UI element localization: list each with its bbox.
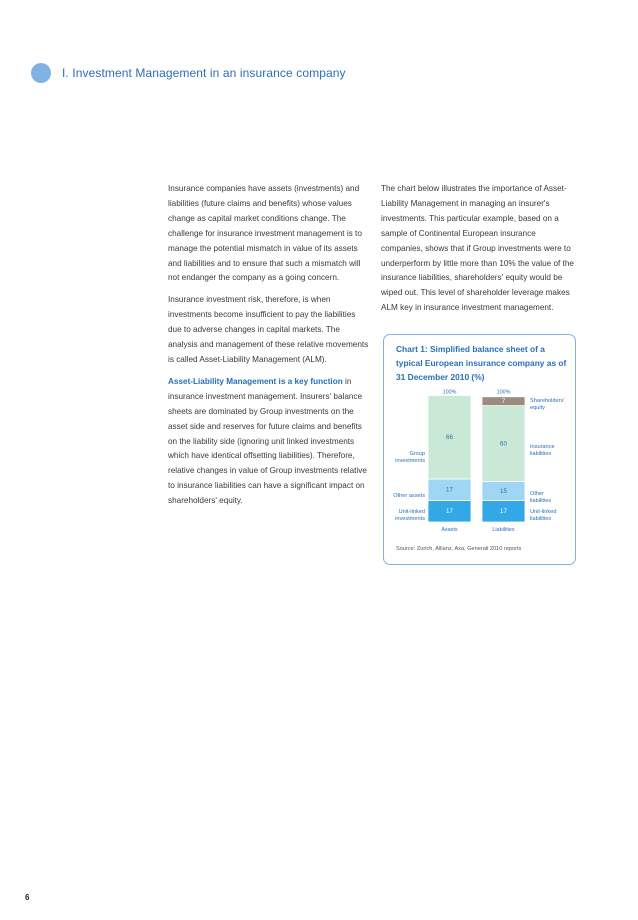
chart-title: Chart 1: Simplified balance sheet of a typical European insurance company as of 31 December 2010 (%) <box>396 344 567 382</box>
total-label: 100% <box>496 389 511 396</box>
left-label: investments <box>395 458 425 464</box>
paragraph <box>168 375 371 509</box>
right-label: liabilities <box>530 451 552 457</box>
left-column <box>168 182 371 516</box>
section-bullet-icon <box>31 63 51 83</box>
data-label: 66 <box>446 434 453 442</box>
left-label: Other assets <box>393 493 425 499</box>
data-label: 60 <box>500 440 507 448</box>
category-label: Liabilities <box>492 527 515 533</box>
total-label: 100% <box>442 389 457 396</box>
chart-source: Source: Zurich, Allianz, Axa, Generali 2010 reports <box>396 546 522 552</box>
left-label: investments <box>395 516 425 522</box>
paragraph: Insurance companies have assets (investments) and liabilities (future claims and benefits) whose values change as capital market conditions change. The challenge for insurance investment management is to manage the potential mismatch in value of its assets and liabilities and to ensure that such a mismatch will not endanger the company as a going concern. <box>168 184 362 283</box>
data-label: 15 <box>500 488 507 496</box>
right-label: Shareholders' <box>530 398 565 404</box>
data-label: 17 <box>446 508 453 516</box>
balance-sheet-chart <box>384 335 577 566</box>
paragraph-text: in insurance investment management. Insurers' balance sheets are dominated by Group investments on the asset side and reserves for future claims and benefits on the liability side (ignoring unit linked investments which have identical offsetting liabilities). Therefore, relative changes in value of Group investments relative to insurance liabilities can have a significant impact on shareholders' equity. <box>168 376 367 506</box>
right-label: liabilities <box>530 516 552 522</box>
data-label: 17 <box>500 508 507 516</box>
category-label: Assets <box>441 527 458 533</box>
highlight-text: Asset-Liability Management is a key function <box>168 376 343 386</box>
paragraph: The chart below illustrates the importance of Asset-Liability Management in managing an insurer's investments. This particular example, based on a sample of Continental European insurance companies, shows that if Group investments were to underperform by little more than 10% the value of the insurance liabilities, shareholders' equity would be wiped out. This level of shareholder leverage makes ALM key in insurance investment management. <box>381 184 574 313</box>
right-column <box>381 182 577 323</box>
page-number: 6 <box>25 893 30 902</box>
chart-box <box>383 334 576 565</box>
right-label: equity <box>530 405 545 411</box>
right-label: Insurance <box>530 444 555 450</box>
data-label: 17 <box>446 486 453 494</box>
right-label: liabilities <box>530 498 552 504</box>
left-label: Unit-linked <box>398 509 425 515</box>
section-title: I. Investment Management in an insurance company <box>62 66 346 80</box>
paragraph: Insurance investment risk, therefore, is when investments become insufficient to pay the liabilities due to adverse changes in capital markets. The analysis and management of these relative movements is called Asset-Liability Management (ALM). <box>168 295 369 364</box>
right-label: Unit-linked <box>530 509 557 515</box>
data-label: 7 <box>501 398 506 406</box>
right-label: Other <box>530 491 544 497</box>
left-label: Group <box>409 451 425 457</box>
